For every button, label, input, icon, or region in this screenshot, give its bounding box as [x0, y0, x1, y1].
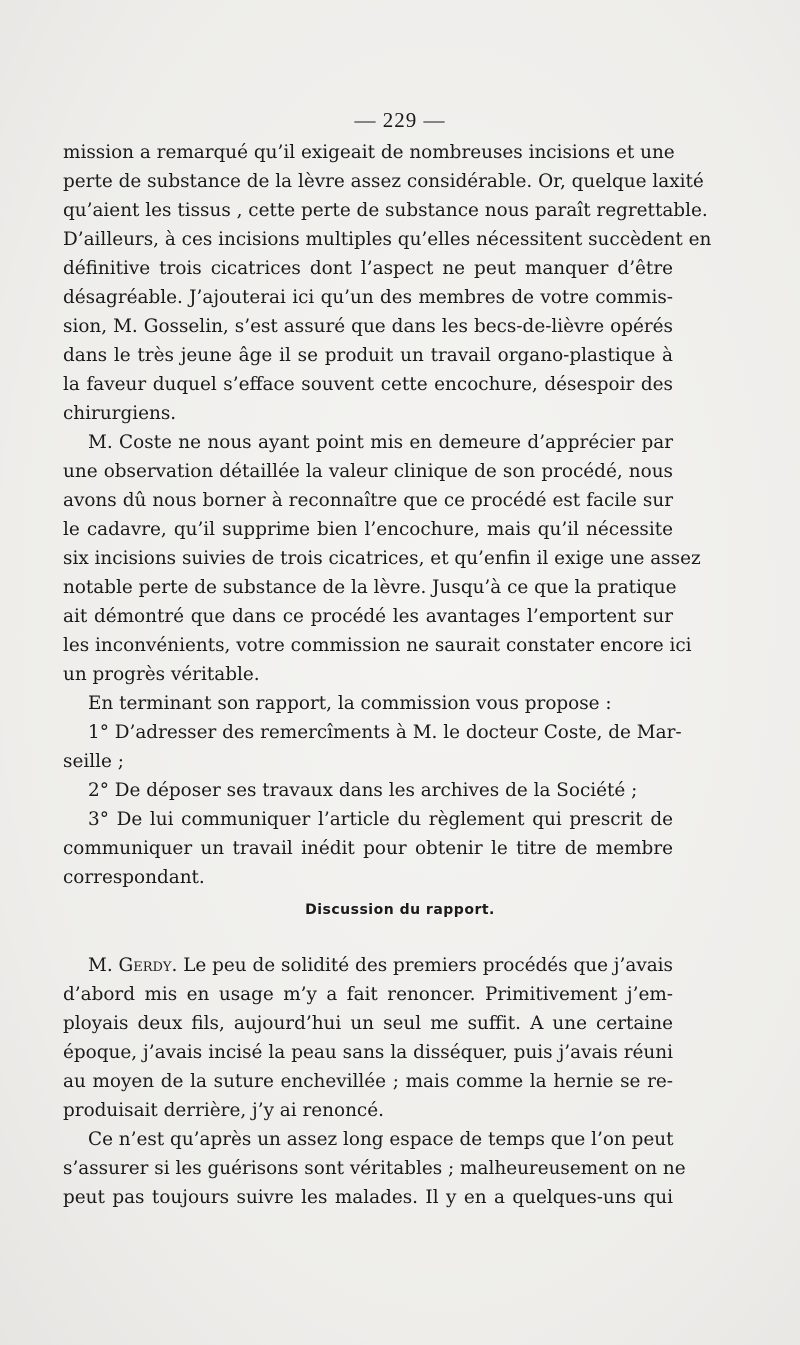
text-line: dans le très jeune âge il se produit un travail organo-plastique à: [63, 345, 673, 366]
text-line: au moyen de la suture enchevillée ; mais comme la hernie se re-: [63, 1071, 673, 1092]
text-line: avons dû nous borner à reconnaître que ce procédé est facile sur: [63, 490, 673, 511]
text-line: le cadavre, qu’il supprime bien l’encochure, mais qu’il nécessite: [63, 519, 673, 540]
list-item-line: correspondant.: [63, 867, 205, 888]
text-line: produisait derrière, j’y ai renoncé.: [63, 1100, 384, 1121]
text-line: s’assurer si les guérisons sont véritables ; malheureusement on ne: [63, 1158, 686, 1179]
text-line: six incisions suivies de trois cicatrices, et qu’enfin il exige une assez: [63, 548, 701, 569]
text-line: les inconvénients, votre commission ne saurait constater encore ici: [63, 635, 692, 656]
text-line: ait démontré que dans ce procédé les avantages l’emportent sur: [63, 606, 673, 627]
list-item-line: 2° De déposer ses travaux dans les archives de la Société ;: [88, 780, 638, 801]
discussion-body: [63, 951, 686, 1212]
text-line: peut pas toujours suivre les malades. Il y en a quelques-uns qui: [63, 1187, 673, 1208]
list-item-line: communiquer un travail inédit pour obtenir le titre de membre: [63, 838, 673, 859]
list-item-line: seille ;: [63, 751, 124, 772]
text-line: mission a remarqué qu’il exigeait de nombreuses incisions et une: [63, 142, 675, 163]
text-line: [63, 951, 673, 980]
text-line: une observation détaillée la valeur clinique de son procédé, nous: [63, 461, 673, 482]
report-body: [63, 138, 712, 892]
speaker-name: M. Gerdy.: [88, 955, 178, 976]
text-line: sion, M. Gosselin, s’est assuré que dans les becs-de-lièvre opérés: [63, 316, 673, 337]
text-line: M. Coste ne nous ayant point mis en demeure d’apprécier par: [88, 432, 673, 453]
page-number: — 229 —: [354, 108, 446, 132]
text-line: En terminant son rapport, la commission vous propose :: [88, 693, 612, 714]
text-line: définitive trois cicatrices dont l’aspect ne peut manquer d’être: [63, 258, 673, 279]
text-line: époque, j’avais incisé la peau sans la disséquer, puis j’avais réuni: [63, 1042, 673, 1063]
text-line: ployais deux fils, aujourd’hui un seul me suffit. A une certaine: [63, 1013, 673, 1034]
text-line: notable perte de substance de la lèvre. Jusqu’à ce que la pratique: [63, 577, 677, 598]
text-line: un progrès véritable.: [63, 664, 260, 685]
text-line: Ce n’est qu’après un assez long espace de temps que l’on peut: [88, 1129, 674, 1150]
text-line: perte de substance de la lèvre assez considérable. Or, quelque laxité: [63, 171, 704, 192]
text-line: qu’aient les tissus , cette perte de substance nous paraît regrettable.: [63, 200, 708, 221]
text-line: désagréable. J’ajouterai ici qu’un des membres de votre commis-: [63, 287, 673, 308]
list-item-line: 3° De lui communiquer l’article du règlement qui prescrit de: [88, 809, 673, 830]
text-line: d’abord mis en usage m’y a fait renoncer. Primitivement j’em-: [63, 984, 673, 1005]
text-line: la faveur duquel s’efface souvent cette encochure, désespoir des: [63, 374, 673, 395]
list-item-line: 1° D’adresser des remercîments à M. le docteur Coste, de Mar-: [88, 722, 682, 743]
text-line: chirurgiens.: [63, 403, 177, 424]
section-title: Discussion du rapport.: [305, 902, 495, 918]
text-line: D’ailleurs, à ces incisions multiples qu’elles nécessitent succèdent en: [63, 229, 712, 250]
speech-text: Le peu de solidité des premiers procédés que j’avais: [183, 955, 673, 976]
